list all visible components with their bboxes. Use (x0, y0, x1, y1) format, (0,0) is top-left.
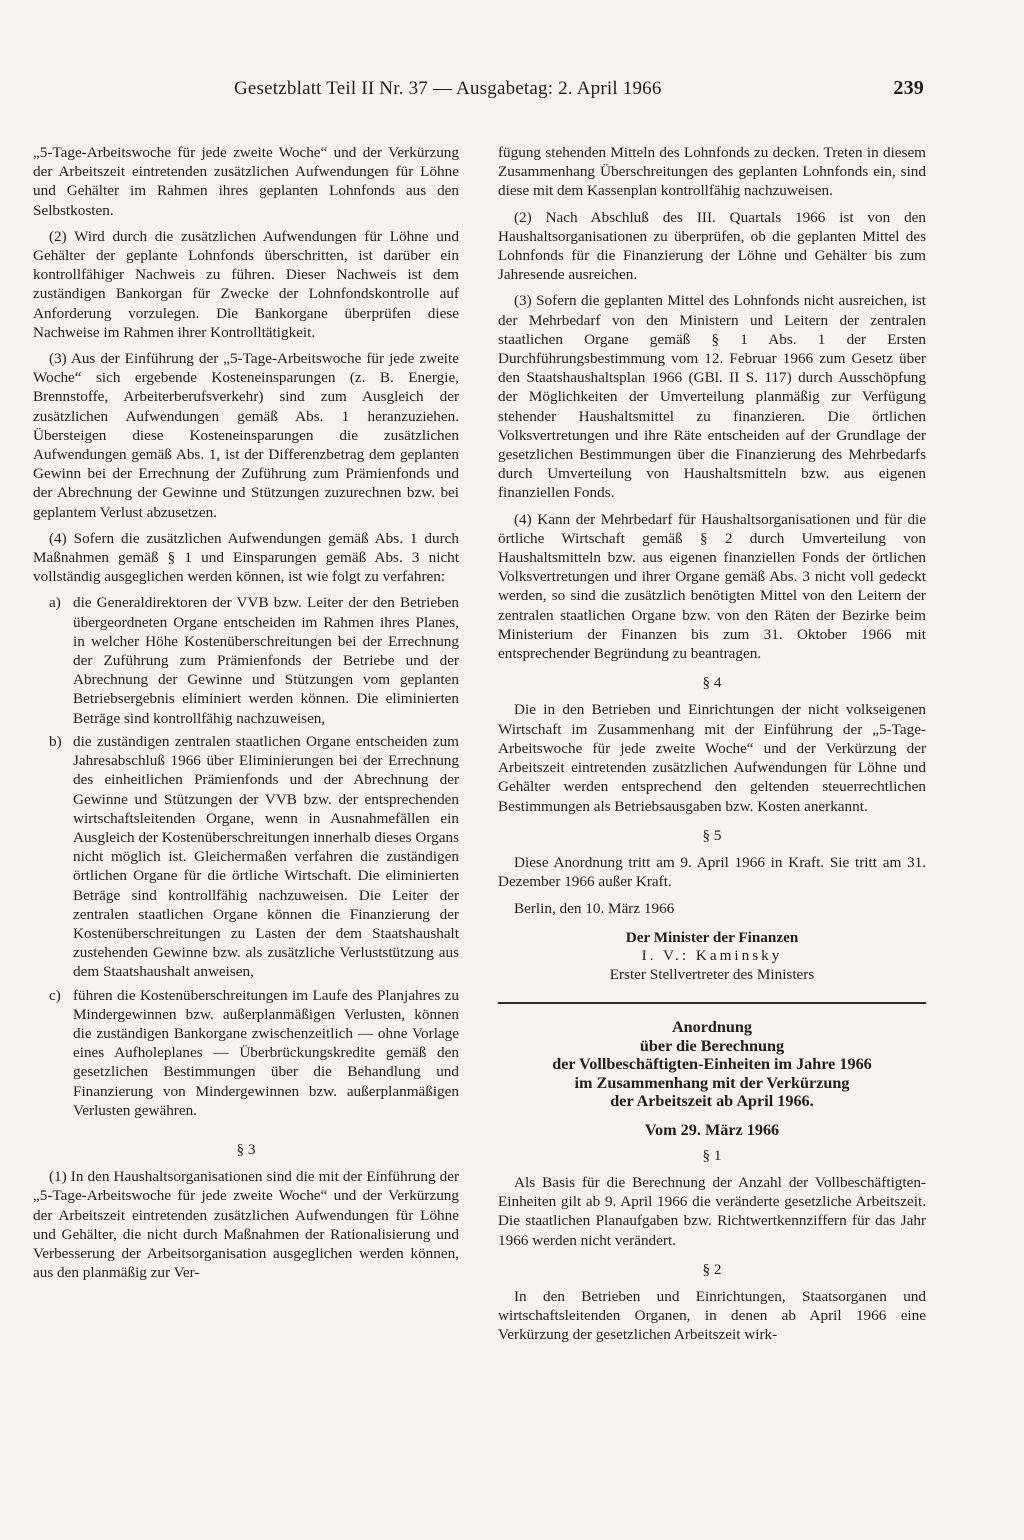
title-line: über die Berechnung (639, 1036, 785, 1055)
paragraph: Als Basis für die Berechnung der Anzahl der Vollbeschäftigten-Einheiten gilt ab 9. April 1966 die veränderte gesetzliche Arbeitszeit. Die staatlichen Planaufgaben bzw. Richtwertkennziffern für das Jahr 1966 werden nicht verändert. (498, 1173, 926, 1249)
section-heading: § 1 (702, 1146, 722, 1164)
paragraph: Diese Anordnung tritt am 9. April 1966 in Kraft. Sie tritt am 31. Dezember 1966 außer Kraft. (498, 853, 926, 891)
title-line: der Vollbeschäftigten-Einheiten im Jahre 1966 (552, 1055, 872, 1074)
paragraph: „5-Tage-Arbeitswoche für jede zweite Woche“ und der Verkürzung der Arbeitszeit eintretenden zusätzlichen Aufwendungen für Löhne und Gehälter im Rahmen ihres geplanten Lohnfonds aus den Selbstkosten. (33, 144, 459, 219)
page-number: 239 (893, 77, 924, 99)
paragraph: (4) Kann der Mehrbedarf für Haushaltsorganisationen und für die örtliche Wirtschaft gemäß § 2 durch Umverteilung von Haushaltsmitteln bzw. aus eigenen finanziellen Fonds der örtlichen Volksvertretungen und ihrer Organe gemäß Abs. 3 nicht voll gedeckt werden, so sind die zusätzlich benötigten Mittel von den Leitern der zentralen staatlichen Organe bzw. von den Räten der Bezirke beim Ministerium der Finanzen bis zum 31. Oktober 1966 mit entsprechender Begründung zu beantragen. (498, 510, 926, 663)
paragraph: fügung stehenden Mitteln des Lohnfonds zu decken. Treten in diesem Zusammenhang Überschreitungen des geplanten Lohnfonds ein, sind diese mit dem Kassenplan kontrollfähig nachzuweisen. (498, 144, 926, 200)
list-marker: c) (49, 986, 61, 1004)
title-line: Anordnung (671, 1018, 753, 1037)
page-header (186, 76, 926, 110)
section-heading: § 4 (702, 674, 722, 692)
paragraph: (3) Sofern die geplanten Mittel des Lohnfonds nicht ausreichen, ist der Mehrbedarf von den Ministern und Leitern der zentralen staatlichen Organe gemäß § 1 Abs. 1 der Ersten Durchführungsbestimmung vom 12. Februar 1966 zum Gesetz über den Staatshaushaltsplan 1966 (GBl. II S. 117) durch Ausschöpfung der Möglichkeiten der Umverteilung planmäßig zur Verfügung stehender Haushaltsmittel zu finanzieren. Die örtlichen Volksvertretungen und ihre Räte entscheiden auf der Grundlage der gesetzlichen Bestimmungen über die Finanzierung des Mehrbedarfs durch Umverteilung von Haushaltsmitteln bzw. aus eigenen finanziellen Fonds. (498, 292, 926, 502)
title-line: im Zusammenhang mit der Verkürzung (574, 1073, 850, 1092)
document-date: Vom 29. März 1966 (644, 1120, 780, 1139)
divider (498, 1002, 926, 1004)
paragraph: (1) In den Haushaltsorganisationen sind die mit der Einführung der „5-Tage-Arbeitswoche für jede zweite Woche“ und der Verkürzung der Arbeitszeit eintretenden zusätzlichen Aufwendungen für Löhne und Gehälter, die nicht durch Maßnahmen der Rationalisierung und Verbesserung der Arbeitsorganisation ausgeglichen werden können, aus den planmäßig zur Ver- (33, 1168, 459, 1282)
signatory-title: Der Minister der Finanzen (625, 928, 799, 946)
paragraph: Die in den Betrieben und Einrichtungen der nicht volkseigenen Wirtschaft im Zusammenhang mit der Einführung der „5-Tage-Arbeitswoche für jede zweite Woche“ und der Verkürzung der Arbeitszeit eintretenden zusätzlichen Aufwendungen für Löhne und Gehälter werden entsprechend den geltenden steuerrechtlichen Bestimmungen als Betriebsausgaben bzw. Kosten anerkannt. (498, 701, 926, 815)
list-marker: b) (49, 732, 62, 750)
left-column (33, 143, 459, 1289)
section-heading: § 5 (702, 826, 722, 844)
list-item-text: die Generaldirektoren der VVB bzw. Leiter der den Betrieben übergeordneten Organe entscheiden im Rahmen ihres Planes, in welcher Höhe Kostenüberschreitungen bei der Errechnung der Zuführung zum Prämienfonds der Betriebe und der Abrechnung der Gewinne und Stützungen vom geplanten Betriebsergebnis eliminiert werden können. Die eliminierten Beträge sind kontrollfähig nachzuweisen, (73, 594, 459, 727)
title-line: der Arbeitszeit ab April 1966. (610, 1092, 814, 1111)
paragraph: (3) Aus der Einführung der „5-Tage-Arbeitswoche für jede zweite Woche“ sich ergebende Kosteneinsparungen (z. B. Energie, Brennstoffe, Arbeiterberufsverkehr) sind zum Ausgleich der zusätzlichen Aufwendungen gemäß Abs. 1 heranzuziehen. Übersteigen diese Kosteneinsparungen die zusätzlichen Aufwendungen gemäß Abs. 1, ist der Differenzbetrag dem geplanten Gewinn bei der Errechnung der Zuführung zum Prämienfonds und der Abrechnung der Gewinne und Stützungen zuzurechnen bzw. bei geplantem Verlust abzusetzen. (33, 350, 459, 521)
list-item-text: führen die Kostenüberschreitungen im Laufe des Planjahres zu Mindergewinnen bzw. außerplanmäßigen Verlusten, können die zuständigen Bankorgane zwischenzeitlich — ohne Vorlage eines Aufholeplanes — Überbrückungskredite gemäß den gesetzlichen Bestimmungen über die Behandlung und Finanzierung von Mindergewinnen bzw. außerplanmäßigen Verlusten gewähren. (73, 986, 459, 1119)
section-heading: § 2 (702, 1260, 722, 1278)
paragraph: In den Betrieben und Einrichtungen, Staatsorganen und wirtschaftsleitenden Organen, in denen ab April 1966 eine Verkürzung der gesetzlichen Arbeitszeit wirk- (498, 1287, 926, 1344)
paragraph: (4) Sofern die zusätzlichen Aufwendungen gemäß Abs. 1 durch Maßnahmen gemäß § 1 und Einsparungen gemäß Abs. 3 nicht vollständig ausgeglichen werden können, ist wie folgt zu verfahren: (33, 529, 459, 586)
list-item-text: die zuständigen zentralen staatlichen Organe entscheiden zum Jahresabschluß 1966 über Eliminierungen bei der Errechnung des einheitlichen Prämienfonds und der Abrechnung der Gewinne und Stützungen der VVB bzw. der entsprechenden wirtschaftsleitenden Organe, wenn in Ausnahmefällen ein Ausgleich der Kostenüberschreitungen innerhalb dieses Organs nicht möglich ist. Gleichermaßen verfahren die zuständigen örtlichen Organe für die örtliche Wirtschaft. Die eliminierten Beträge sind kontrollfähig nachzuweisen. Die Leiter der zentralen staatlichen Organe können die Finanzierung der Kostenüberschreitungen zu Lasten der dem Staatshaushalt zustehenden Gewinne bzw. als zusätzliche Verluststützung aus dem Staatshaushalt anweisen, (73, 732, 459, 981)
list-item (33, 732, 459, 982)
document-title (498, 1018, 926, 1111)
section-heading: § 3 (236, 1140, 256, 1158)
paragraph: (2) Nach Abschluß des III. Quartals 1966 ist von den Haushaltsorganisationen zu überprüfen, ob die geplanten Mittel des Lohnfonds für die Finanzierung der Löhne und Gehälter bis zum Jahresende ausreichen. (498, 208, 926, 284)
header-title: Gesetzblatt Teil II Nr. 37 — Ausgabetag: 2. April 1966 (234, 78, 662, 99)
right-column (498, 143, 926, 1352)
list-item (33, 593, 459, 727)
list-item (33, 986, 459, 1120)
paragraph: (2) Wird durch die zusätzlichen Aufwendungen für Löhne und Gehälter der geplante Lohnfonds überschritten, ist darüber ein kontrollfähiger Nachweis zu führen. Dieser Nachweis ist dem zuständigen Bankorgan für Zwecke der Lohnfondskontrolle auf Anforderung vorzulegen. Die Bankorgane überprüfen diese Nachweise im Rahmen ihrer Kontrolltätigkeit. (33, 227, 459, 341)
signatory-name: I. V.: Kaminsky (641, 947, 783, 965)
signatory-role: Erster Stellvertreter des Ministers (609, 965, 815, 983)
place-date: Berlin, den 10. März 1966 (514, 900, 675, 918)
signature-block (498, 929, 926, 985)
list-marker: a) (49, 594, 61, 612)
